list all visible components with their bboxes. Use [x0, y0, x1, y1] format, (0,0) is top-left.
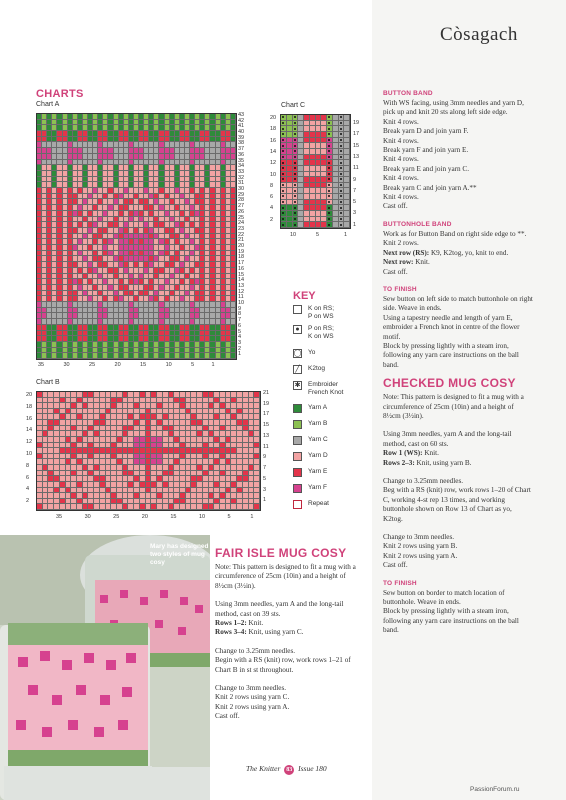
button-band-line-6: Knit 4 rows. [383, 155, 419, 164]
fair-isle-cast-off: Cast off. [215, 712, 240, 721]
checked-knit-a: Knit 2 rows using yarn A. [383, 551, 458, 560]
checked-rows-2-3: Rows 2–3: Knit, using yarn B. [383, 458, 472, 467]
chart-c-x-tick: 1 [344, 232, 348, 238]
button-band-line-8: Knit 4 rows. [383, 174, 419, 183]
chart-c-y-tick-left: 14 [270, 148, 277, 155]
button-band-line-10: Knit 4 rows. [383, 193, 419, 202]
chart-cell [254, 504, 260, 510]
checked-needles-change-2: Change to 3mm needles. [383, 533, 455, 542]
chart-c-y-tick-right: 9 [353, 176, 357, 183]
chart-b-y-tick-left: 14 [26, 427, 33, 434]
chart-a-y-tick: 32 [238, 174, 245, 181]
checked-needles-change: Change to 3.25mm needles. [383, 477, 464, 485]
finish-2-line-2: Block by pressing lightly with a steam iron, following any yarn care instructions on the ball band. [383, 607, 519, 635]
chart-a-y-tick: 11 [238, 294, 244, 301]
chart-b-x-tick: 15 [170, 514, 177, 520]
key-label: Repeat [308, 500, 329, 507]
chart-b-label: Chart B [36, 379, 60, 386]
key-label: Yarn B [308, 420, 328, 427]
key-item [293, 436, 328, 445]
chart-a-y-tick: 2 [238, 345, 242, 352]
chart-cell [231, 353, 236, 359]
fair-isle-needles-change-2: Change to 3mm needles. [215, 684, 287, 693]
photo-caption: Mary has designed two styles of mug cosy [150, 543, 209, 566]
chart-a-y-tick: 3 [238, 339, 242, 346]
page-footer: The Knitter 83 Issue 180 [246, 764, 327, 773]
key-swatch-icon: ● [293, 325, 302, 334]
chart-c-y-tick-right: 17 [353, 131, 360, 138]
chart-c-y-tick-right: 19 [353, 120, 360, 126]
finish-1-title: TO FINISH [383, 285, 417, 293]
key-item [293, 484, 327, 493]
chart-b-y-tick-left: 10 [26, 451, 33, 457]
key-title: KEY [293, 290, 316, 302]
chart-a-y-tick: 14 [238, 277, 245, 284]
mug-cosy-photo [0, 535, 210, 800]
finish-1-text [383, 295, 533, 370]
chart-c-y-tick-right: 1 [353, 221, 357, 228]
key-swatch-icon [293, 404, 302, 413]
key-item [293, 420, 327, 429]
chart-a-grid [36, 113, 237, 360]
finish-1-line-2: Using a tapestry needle and length of yarn E, embroider a French knot in centre of the flower motif. [383, 313, 520, 341]
fair-isle-section [215, 546, 365, 722]
key-item [293, 325, 334, 341]
finish-2-line-1: Sew button on border to match location of buttonhole. Weave in ends. [383, 588, 505, 607]
key-label: Yarn D [308, 452, 328, 459]
key-label: K2tog [308, 365, 325, 372]
chart-a-y-tick: 31 [238, 180, 245, 187]
chart-c-y-tick-left: 20 [270, 115, 277, 121]
chart-c-y-tick-right: 11 [353, 165, 359, 172]
chart-a-y-tick: 29 [238, 191, 245, 198]
chart-b-x-tick: 5 [227, 514, 231, 520]
chart-a-x-tick: 35 [38, 362, 45, 368]
chart-c-y-tick-left: 12 [270, 160, 277, 167]
charts-heading: CHARTS [36, 88, 84, 100]
chart-a-y-tick: 27 [238, 203, 245, 210]
chart-b-y-tick-right: 3 [263, 486, 267, 493]
button-band-text [383, 99, 533, 212]
key-swatch-icon [293, 500, 302, 509]
button-band-line-7: Break yarn E and join yarn C. [383, 164, 470, 173]
chart-b-x-tick: 35 [56, 514, 63, 520]
key-item [293, 500, 329, 509]
fair-isle-note: Note: This pattern is designed to fit a mug with a circumference of 25cm (10in) and a height of 8½cm (3½in). [215, 563, 356, 590]
chart-b-y-tick-right: 9 [263, 454, 267, 461]
chart-b-x-tick: 20 [141, 514, 148, 520]
key-label: Yarn A [308, 404, 328, 411]
key-item [293, 404, 327, 413]
chart-a-y-tick: 4 [238, 334, 242, 341]
chart-c-y-tick-right: 3 [353, 210, 357, 217]
chart-c-y-tick-left: 10 [270, 171, 277, 178]
chart-c-y-tick-left: 18 [270, 126, 277, 133]
chart-b-y-tick-left: 20 [26, 392, 33, 398]
chart-c-grid [280, 114, 351, 229]
chart-a-y-tick: 1 [238, 351, 242, 358]
buttonhole-line-4: Next row: Knit. [383, 258, 430, 267]
key-swatch-icon [293, 420, 302, 429]
chart-b-y-tick-right: 11 [263, 443, 269, 450]
chart-a-y-tick: 28 [238, 197, 245, 204]
chart-a-y-tick: 38 [238, 140, 245, 147]
chart-a-y-tick: 17 [238, 260, 245, 267]
chart-c-y-tick-left: 4 [270, 205, 274, 212]
chart-b-y-tick-right: 19 [263, 400, 270, 407]
chart-a-y-tick: 16 [238, 265, 245, 272]
chart-b-y-tick-left: 18 [26, 403, 33, 410]
button-band-line-2: Knit 4 rows. [383, 117, 419, 126]
fair-isle-knit-a: Knit 2 rows using yarn A. [215, 702, 290, 711]
chart-a-y-tick: 5 [238, 328, 242, 335]
chart-a-y-tick: 41 [238, 123, 245, 130]
chart-a-y-tick: 39 [238, 134, 245, 141]
key-label: Yarn C [308, 436, 328, 443]
chart-a-x-tick: 15 [140, 362, 147, 368]
key-label: Yo [308, 349, 316, 356]
finish-1-line-3: Block by pressing lightly with a steam iron, following any yarn care instructions on the ball band. [383, 341, 519, 369]
chart-a-y-tick: 42 [238, 117, 245, 124]
chart-b-y-tick-left: 2 [26, 498, 30, 505]
key-swatch-icon: ✱ [294, 382, 301, 389]
chart-a-y-tick: 40 [238, 129, 245, 136]
chart-a-x-tick: 20 [114, 362, 121, 368]
key-item [293, 305, 334, 321]
key-item [293, 349, 315, 358]
button-band-line-9: Break yarn C and join yarn A.** [383, 183, 477, 192]
chart-b-y-tick-left: 6 [26, 474, 30, 481]
chart-a-y-tick: 8 [238, 311, 242, 318]
buttonhole-line-1: Work as for Button Band on right side edge to **. [383, 229, 527, 238]
fair-isle-needles-change: Change to 3.25mm needles. [215, 646, 296, 655]
chart-b-grid [36, 391, 261, 511]
chart-a-y-tick: 6 [238, 322, 242, 329]
right-column [383, 90, 533, 636]
checked-title: CHECKED MUG COSY [383, 376, 516, 391]
key-label: Embroider French Knot [308, 381, 344, 396]
fair-isle-chart-instr: Begin with a RS (knit) row, work rows 1–21 of Chart B in st st throughout. [215, 656, 351, 674]
chart-a-label: Chart A [36, 101, 60, 108]
buttonhole-line-5: Cast off. [383, 267, 408, 276]
chart-a-y-tick: 10 [238, 300, 245, 307]
chart-b-y-tick-right: 7 [263, 465, 267, 472]
chart-a-y-tick: 26 [238, 208, 245, 215]
chart-c-y-tick-right: 15 [353, 142, 360, 149]
key-label: P on RS; K on WS [308, 325, 334, 340]
button-band-line-5: Break yarn F and join yarn E. [383, 146, 469, 155]
chart-b-y-tick-right: 1 [263, 497, 267, 504]
chart-a-y-tick: 37 [238, 146, 245, 153]
chart-c-y-tick-left: 2 [270, 216, 274, 223]
chart-a-x-tick: 1 [211, 362, 215, 368]
button-band-title: BUTTON BAND [383, 90, 433, 97]
fair-isle-rows-3-4: Rows 3–4: Knit, using yarn C. [215, 628, 304, 637]
chart-a-y-tick: 13 [238, 282, 245, 289]
checked-cast-on: Using 3mm needles, yarn A and the long-tail method, cast on 60 sts. [383, 430, 512, 448]
chart-a-x-tick: 10 [165, 362, 172, 368]
checked-cast-off: Cast off. [383, 561, 408, 570]
chart-a-y-tick: 7 [238, 317, 242, 324]
brand-title: Còsagach [440, 24, 518, 45]
chart-a-y-tick: 21 [238, 237, 245, 244]
fair-isle-cast-on: Using 3mm needles, yarn A and the long-tail method, cast on 39 sts. [215, 600, 344, 618]
chart-b-x-tick: 10 [198, 514, 206, 520]
chart-a-y-tick: 22 [238, 231, 245, 238]
chart-a-y-tick: 33 [238, 168, 245, 175]
chart-a-y-tick: 43 [238, 112, 245, 118]
chart-b-y-tick-left: 8 [26, 462, 30, 469]
chart-a-y-tick: 20 [238, 243, 245, 250]
chart-a-y-tick: 36 [238, 151, 245, 158]
key-swatch-icon [293, 305, 302, 314]
checked-row-1: Row 1 (WS): Knit. [383, 449, 439, 458]
key-swatch-icon: ◯ [293, 350, 302, 357]
key-swatch-icon [293, 436, 302, 445]
chart-c-label: Chart C [281, 102, 306, 109]
chart-c-y-tick-left: 6 [270, 194, 274, 201]
chart-b-y-tick-left: 16 [26, 415, 33, 422]
chart-c-x-tick: 5 [316, 232, 320, 238]
chart-b-y-tick-right: 21 [263, 390, 270, 396]
buttonhole-line-3: Next row (RS): K9, K2tog, yo, knit to end. [383, 248, 509, 257]
chart-b-x-tick: 30 [84, 514, 91, 520]
chart-b-y-tick-right: 5 [263, 475, 267, 482]
chart-b-y-tick-left: 4 [26, 486, 30, 493]
key-swatch-icon: ╱ [293, 365, 302, 374]
key-label: K on RS; P on WS [308, 305, 335, 320]
buttonhole-line-2: Knit 2 rows. [383, 239, 419, 248]
chart-a-y-tick: 23 [238, 225, 245, 232]
checked-chart-instr: Beg with a RS (knit) row, work rows 1–20 of Chart C, working 4-st rep 13 times, and working buttonhole shown on Row 13 of Chart as yo, K2tog. [383, 486, 531, 523]
finish-2-text [383, 589, 533, 636]
button-band-line-11: Cast off. [383, 202, 408, 211]
key-item [293, 452, 328, 461]
chart-a-x-tick: 30 [63, 362, 70, 368]
button-band-line-4: Knit 4 rows. [383, 136, 419, 145]
key-label: Yarn E [308, 468, 328, 475]
chart-a-y-tick: 24 [238, 220, 245, 227]
fair-isle-title: FAIR ISLE MUG COSY [215, 546, 347, 560]
chart-a-y-tick: 18 [238, 254, 245, 261]
chart-c-y-tick-right: 5 [353, 199, 357, 206]
buttonhole-band-title: BUTTONHOLE BAND [383, 220, 452, 228]
chart-a-y-tick: 34 [238, 163, 245, 170]
chart-c-y-tick-left: 8 [270, 182, 274, 189]
chart-cell [344, 222, 350, 228]
fair-isle-rows-1-2: Rows 1–2: Knit. [215, 619, 264, 628]
fair-isle-knit-c: Knit 2 rows using yarn C. [215, 693, 290, 702]
key-item [293, 468, 327, 477]
watermark: PassionForum.ru [470, 786, 520, 793]
chart-a-y-tick: 25 [238, 214, 245, 221]
checked-knit-b: Knit 2 rows using yarn B. [383, 542, 458, 551]
chart-b-y-tick-right: 15 [263, 422, 270, 429]
chart-b-y-tick-right: 17 [263, 411, 270, 418]
button-band-line-1: With WS facing, using 3mm needles and yarn D, pick up and knit 20 sts along left side edge. [383, 99, 524, 117]
chart-a-y-tick: 19 [238, 248, 245, 255]
chart-c-y-tick-right: 7 [353, 187, 357, 194]
finish-1-line-1: Sew button on left side to match buttonhole on right side. Weave in ends. [383, 294, 533, 313]
key-swatch-icon [293, 452, 302, 461]
chart-a-x-tick: 25 [89, 362, 96, 368]
chart-c-y-tick-left: 16 [270, 137, 277, 144]
chart-a-y-tick: 30 [238, 186, 245, 193]
chart-b-x-tick: 1 [250, 514, 254, 520]
chart-a-y-tick: 12 [238, 288, 245, 295]
chart-b-y-tick-right: 13 [263, 432, 270, 439]
finish-2-title: TO FINISH [383, 579, 417, 587]
key-item [293, 365, 325, 374]
page-number: 83 [286, 767, 293, 773]
chart-a-y-tick: 9 [238, 305, 242, 312]
key-label: Yarn F [308, 484, 328, 491]
checked-note: Note: This pattern is designed to fit a mug with a circumference of 25cm (10in) and a height of 8½cm (3½in). [383, 393, 524, 420]
chart-a-y-tick: 35 [238, 157, 245, 164]
chart-b-y-tick-left: 12 [26, 439, 33, 446]
chart-a-y-tick: 15 [238, 271, 245, 278]
key-item [293, 381, 343, 397]
chart-a-x-tick: 5 [191, 362, 195, 368]
chart-c-x-tick: 10 [290, 232, 297, 238]
chart-b-x-tick: 25 [113, 514, 120, 520]
chart-c-y-tick-right: 13 [353, 153, 360, 160]
button-band-line-3: Break yarn D and join yarn F. [383, 127, 469, 136]
key-swatch-icon [293, 468, 302, 477]
key-swatch-icon [293, 484, 302, 493]
